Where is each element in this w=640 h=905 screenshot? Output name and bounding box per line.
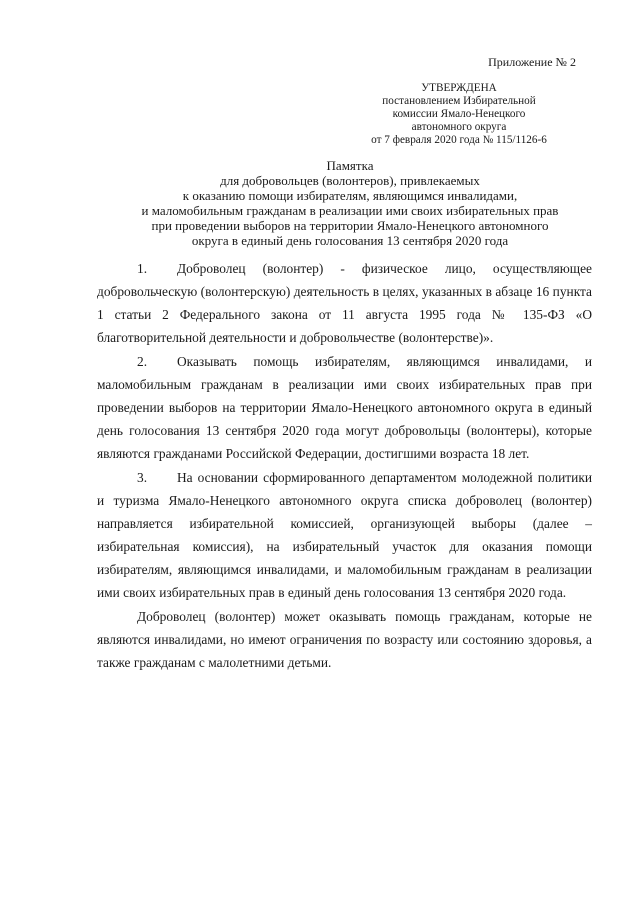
approval-line: от 7 февраля 2020 года № 115/1126-6 — [371, 134, 547, 146]
item-text: Доброволец (волонтер) - физическое лицо, осуществляющее добровольческую (волонтерскую) деятельность в целях, указанных в абзаце 16 пункта 1 статьи 2 Федерального закона от 11 августа 1995 года № 135-ФЗ «О благотворительной деятельности и добровольчестве (волонтерстве)». — [97, 261, 592, 345]
item-number: 2. — [137, 354, 148, 369]
title-line: к оказанию помощи избирателям, являющимся инвалидами, — [182, 188, 518, 203]
list-item — [97, 466, 592, 604]
title-line: округа в единый день голосования 13 сентября 2020 года — [191, 233, 509, 248]
approval-heading: УТВЕРЖДЕНА — [421, 82, 497, 94]
document-title — [90, 158, 610, 248]
approval-line: постановлением Избирательной — [382, 95, 536, 107]
item-text: На основании сформированного департаментом молодежной политики и туризма Ямало-Ненецкого автономного округа списка доброволец (волонтер) направляется избирательной комиссией, организующей выборы (далее – избирательная комиссия), на избирательный участок для оказания помощи избирателям, являющимся инвалидами, и маломобильным гражданам в реализации ими своих избирательных прав в единый день голосования 13 сентября 2020 года. — [97, 470, 592, 600]
list-item — [97, 257, 592, 349]
document-body — [97, 257, 592, 674]
title-heading: Памятка — [326, 158, 374, 173]
title-line: при проведении выборов на территории Ямало-Ненецкого автономного — [151, 218, 549, 233]
item-text: Оказывать помощь избирателям, являющимся инвалидами, и маломобильным гражданам в реализации ими своих избирательных прав при проведении выборов на территории Ямало-Ненецкого автономного округа в единый день голосования 13 сентября 2020 года могут добровольцы (волонтеры), которые являются гражданами Российской Федерации, достигшими возраста 18 лет. — [97, 354, 592, 461]
closing-paragraph: Доброволец (волонтер) может оказывать помощь гражданам, которые не являются инвалидами, но имеют ограничения по возрасту или состоянию здоровья, а также гражданам с малолетними детьми. — [97, 609, 592, 670]
appendix-label: Приложение № 2 — [488, 55, 576, 69]
approval-line: автономного округа — [411, 121, 507, 133]
item-number: 3. — [137, 470, 148, 485]
item-number: 1. — [137, 261, 148, 276]
title-line: и маломобильным гражданам в реализации ими своих избирательных прав — [141, 203, 559, 218]
title-line: для добровольцев (волонтеров), привлекаемых — [220, 173, 480, 188]
list-item — [97, 350, 592, 465]
approval-line: комиссии Ямало-Ненецкого — [392, 108, 526, 120]
approval-stamp — [344, 82, 574, 147]
